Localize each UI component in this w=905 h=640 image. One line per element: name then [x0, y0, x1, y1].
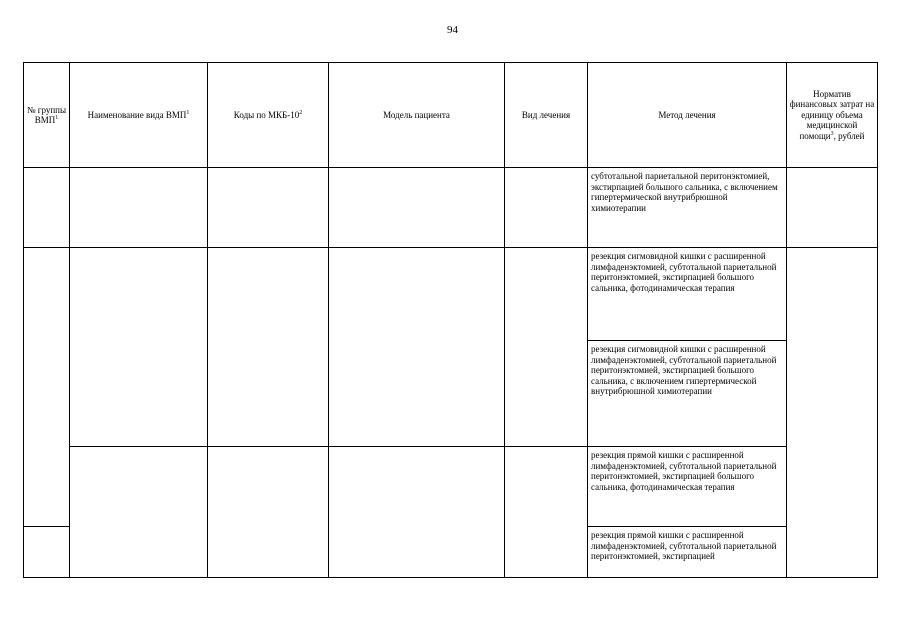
- cell-group-no: [24, 168, 70, 248]
- cell-treatment-type: [505, 168, 588, 248]
- cell-vmp-name: [70, 248, 208, 447]
- cell-treatment-method: резекция прямой кишки с расширенной лимфаденэктомией, субтотальной париетальной перитонэктомией, экстирпацией большого сальника, фотодинамическая терапия: [588, 447, 787, 527]
- cell-group-no: [24, 248, 70, 527]
- cell-icd-codes: [208, 447, 329, 578]
- header-treatment-type: Вид лечения: [505, 63, 588, 168]
- cell-cost-norm: [787, 248, 878, 578]
- cell-icd-codes: [208, 248, 329, 447]
- cell-group-no: [24, 527, 70, 578]
- header-vmp-name: Наименование вида ВМП$^1$: [70, 63, 208, 168]
- header-icd-codes: Коды по МКБ-$10^2$: [208, 63, 329, 168]
- header-cost-norm: Норматив финансовых затрат на единицу объема медицинской помощи$^3$, рублей: [787, 63, 878, 168]
- header-treatment-method: Метод лечения: [588, 63, 787, 168]
- cell-treatment-type: [505, 447, 588, 578]
- table-row: [24, 447, 878, 527]
- table-header-row: [24, 63, 878, 168]
- cell-vmp-name: [70, 447, 208, 578]
- cell-patient-model: [329, 447, 505, 578]
- cell-treatment-method: резекция прямой кишки с расширенной лимфаденэктомией, субтотальной париетальной перитонэктомией, экстирпацией: [588, 527, 787, 578]
- vmp-table: [23, 62, 878, 578]
- page-number: 94: [447, 24, 458, 36]
- table-row: [24, 168, 878, 248]
- header-patient-model: Модель пациента: [329, 63, 505, 168]
- cell-cost-norm: [787, 168, 878, 248]
- cell-treatment-method: резекция сигмовидной кишки с расширенной лимфаденэктомией, субтотальной париетальной перитонэктомией, экстирпацией большого сальника, фотодинамическая терапия: [588, 248, 787, 341]
- cell-patient-model: [329, 248, 505, 447]
- cell-treatment-method: резекция сигмовидной кишки с расширенной лимфаденэктомией, субтотальной париетальной перитонэктомией, экстирпацией большого сальника, с включением гипертермической внутрибрюшной химиотерапии: [588, 341, 787, 447]
- cell-patient-model: [329, 168, 505, 248]
- cell-vmp-name: [70, 168, 208, 248]
- header-group-no: № группы ВМП$^1$: [24, 63, 70, 168]
- table-row: [24, 248, 878, 341]
- cell-treatment-type: [505, 248, 588, 447]
- cell-treatment-method: субтотальной париетальной перитонэктомией, экстирпацией большого сальника, с включением гипертермической внутрибрюшной химиотерапии: [588, 168, 787, 248]
- cell-icd-codes: [208, 168, 329, 248]
